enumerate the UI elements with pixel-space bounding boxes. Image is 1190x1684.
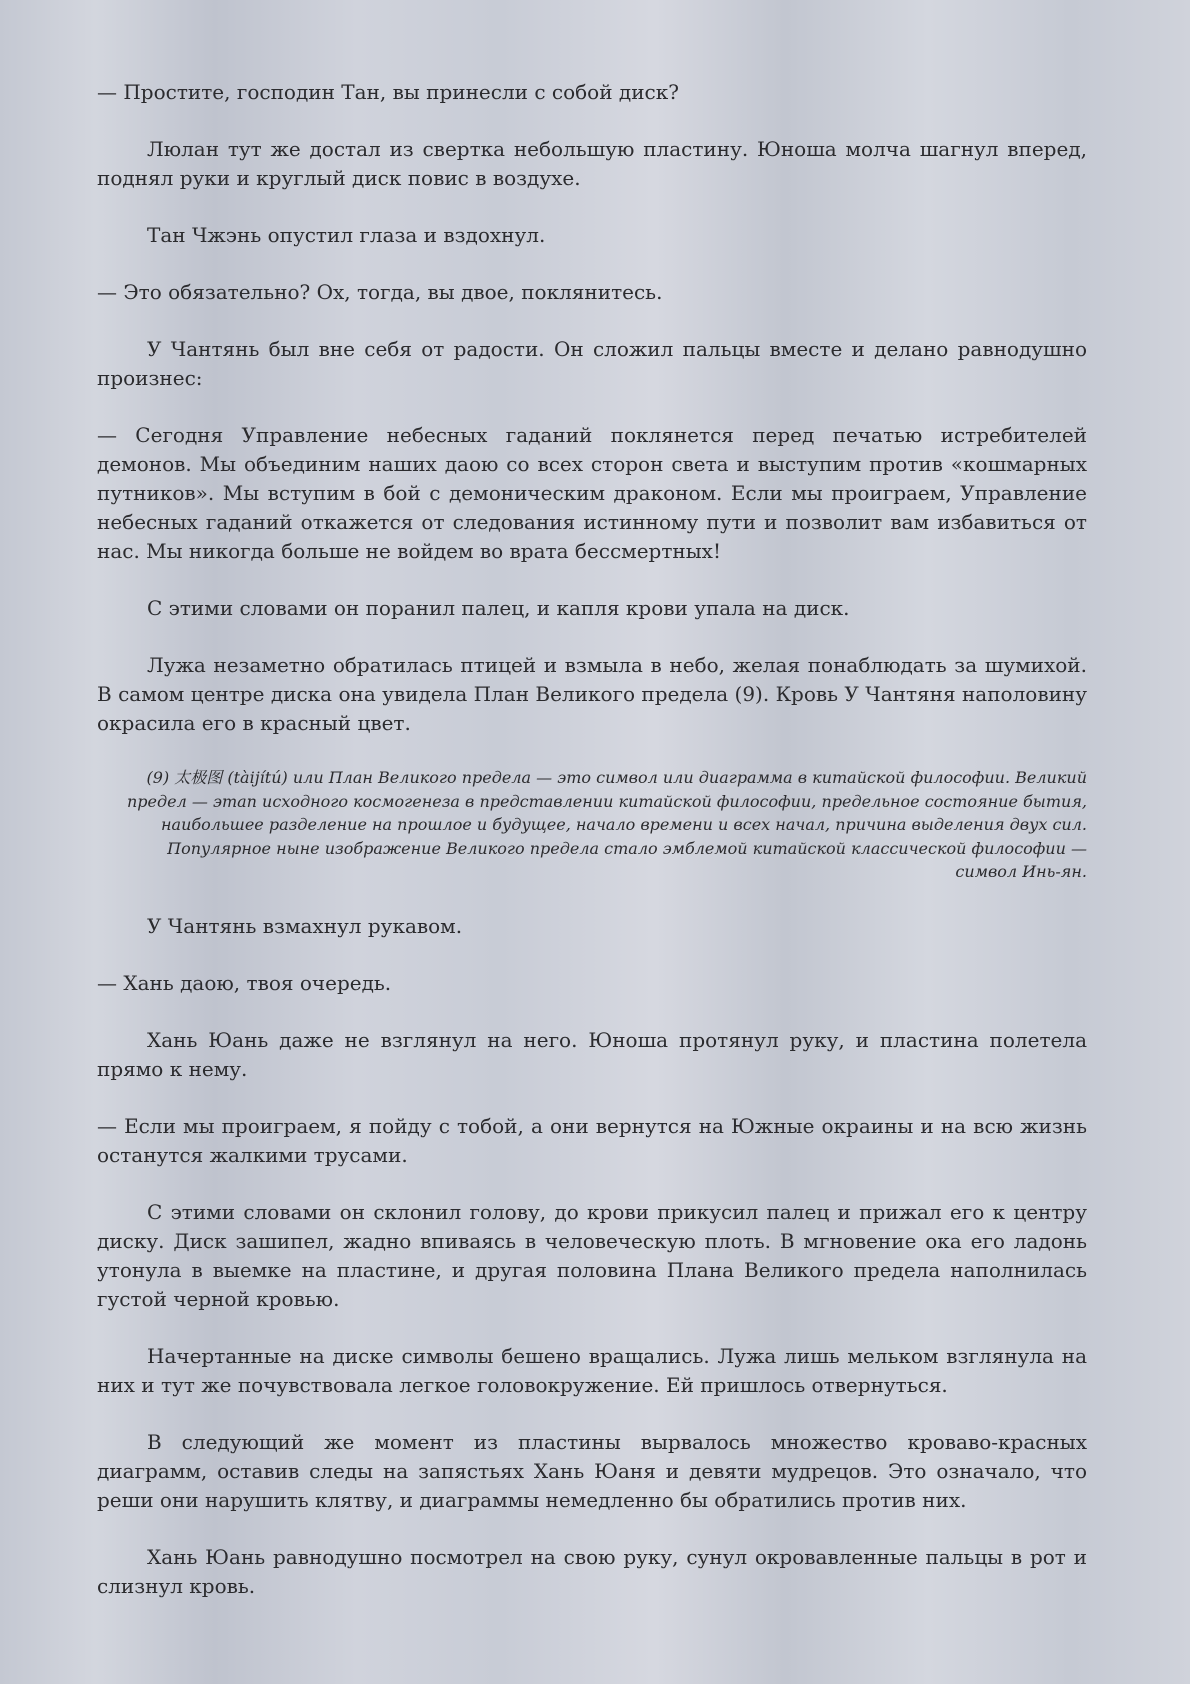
text-section-2	[97, 912, 1087, 1601]
paragraph: С этими словами он поранил палец, и капля крови упала на диск.	[147, 596, 850, 620]
paragraph: — Простите, господин Тан, вы принесли с собой диск?	[97, 80, 679, 104]
document-page	[97, 78, 1087, 1629]
paragraph: Хань Юань даже не взглянул на него. Юноша протянул руку, и пластина полетела прямо к нему.	[97, 1027, 1087, 1081]
paragraph: — Сегодня Управление небесных гаданий поклянется перед печатью истребителей демонов. Мы объединим наших даою со всех сторон света и выступим против «кошмарных путников». Мы вступим в бой с демоническим драконом. Если мы проиграем, Управление небесных гаданий откажется от следования истинному пути и позволит вам избавиться от нас. Мы никогда больше не войдем во врата бессмертных!	[97, 423, 1087, 563]
paragraph: Хань Юань равнодушно посмотрел на свою руку, сунул окровавленные пальцы в рот и слизнул кровь.	[97, 1544, 1087, 1598]
paragraph: Лужа незаметно обратилась птицей и взмыла в небо, желая понаблюдать за шумихой. В самом центре диска она увидела План Великого предела (9). Кровь У Чантяня наполовину окрасила его в красный цвет.	[97, 653, 1087, 735]
paragraph: Люлан тут же достал из свертка небольшую пластину. Юноша молча шагнул вперед, поднял руки и круглый диск повис в воздухе.	[97, 137, 1087, 190]
footnote: (9) 太极图 (tàijítú) или План Великого предела — это символ или диаграмма в китайской философии. Великий предел — этап исходного космогенеза в представлении китайской философии, предельное состояние бытия, наибольшее разделение на прошлое и будущее, начало времени и всех начал, причина выделения двух сил. Популярное ныне изображение Великого предела стало эмблемой китайской классической философии — символ Инь-ян.	[127, 768, 1087, 881]
paragraph: Тан Чжэнь опустил глаза и вздохнул.	[147, 223, 546, 247]
paragraph: — Если мы проиграем, я пойду с тобой, а они вернутся на Южные окраины и на всю жизнь останутся жалкими трусами.	[97, 1113, 1087, 1167]
paragraph: У Чантянь взмахнул рукавом.	[147, 913, 463, 938]
paragraph: — Хань даою, твоя очередь.	[97, 970, 392, 995]
paragraph: У Чантянь был вне себя от радости. Он сложил пальцы вместе и делано равнодушно произнес:	[97, 337, 1087, 390]
text-section-1	[97, 78, 1087, 738]
paragraph: С этими словами он склонил голову, до крови прикусил палец и прижал его к центру диску. Диск зашипел, жадно впиваясь в человеческую плоть. В мгновение ока его ладонь утонула в выемке на пластине, и другая половина Плана Великого предела наполнилась густой черной кровью.	[97, 1199, 1087, 1311]
paragraph: — Это обязательно? Ох, тогда, вы двое, поклянитесь.	[97, 280, 663, 304]
paragraph: Начертанные на диске символы бешено вращались. Лужа лишь мельком взглянула на них и тут же почувствовала легкое головокружение. Ей пришлось отвернуться.	[97, 1343, 1087, 1397]
paragraph: В следующий же момент из пластины вырвалось множество кроваво-красных диаграмм, оставив следы на запястьях Хань Юаня и девяти мудрецов. Это означало, что реши они нарушить клятву, и диаграммы немедленно бы обратились против них.	[97, 1429, 1087, 1512]
